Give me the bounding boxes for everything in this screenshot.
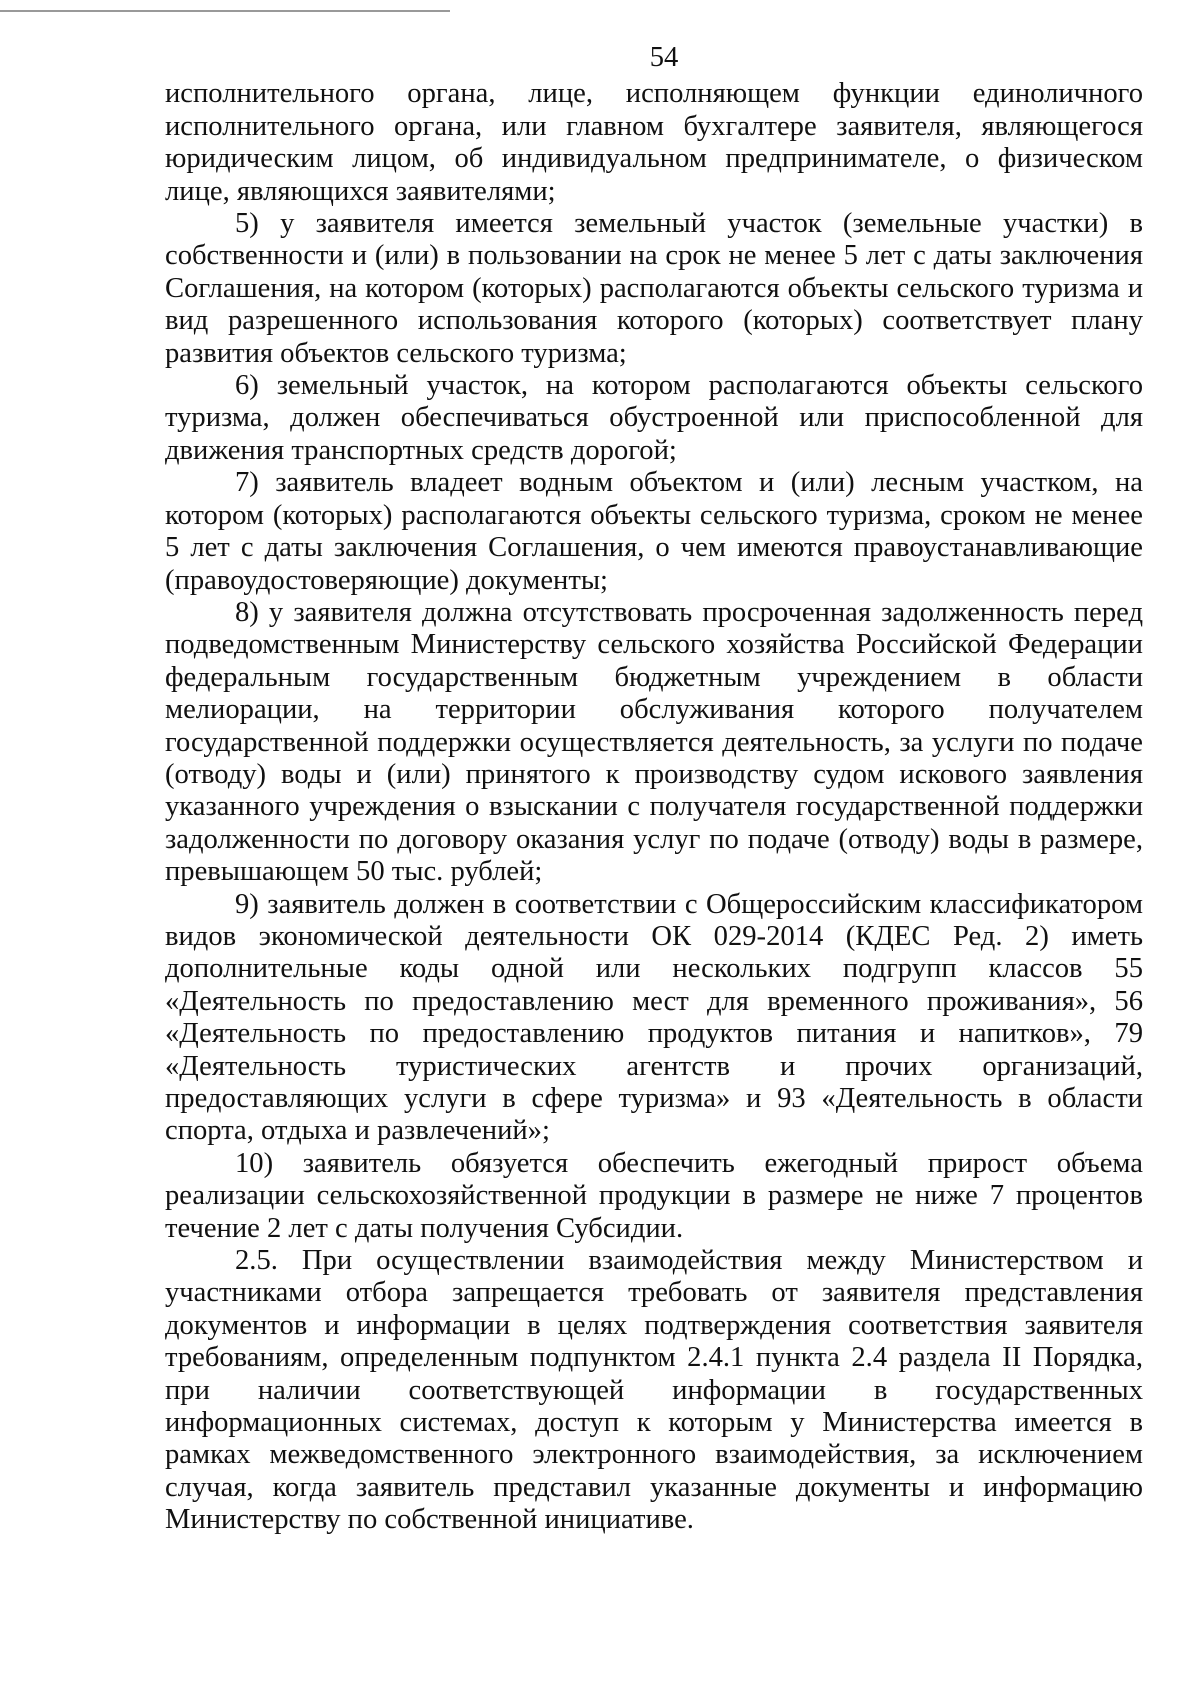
paragraph-section-2-5: 2.5. При осуществлении взаимодействия между Министерством и участниками отбора запрещается требовать от заявителя представления документов и информации в целях подтверждения соответствия заявителя требованиям, определенным подпунктом 2.4.1 пункта 2.4 раздела II Порядка, при наличии соответствующей информации в государственных информационных системах, доступ к которым у Министерства имеется в рамках межведомственного электронного взаимодействия, за исключением случая, когда заявитель представил указанные документы и информацию Министерству по собственной инициативе.: [165, 1245, 1143, 1536]
document-page: [165, 42, 1143, 1537]
page-number: 54: [649, 42, 679, 73]
paragraph-item-6: 6) земельный участок, на котором располагаются объекты сельского туризма, должен обеспечиваться обустроенной или приспособленной для движения транспортных средств дорогой;: [165, 370, 1143, 466]
paragraph-item-8: 8) у заявителя должна отсутствовать просроченная задолженность перед подведомственным Министерству сельского хозяйства Российской Федерации федеральным государственным бюджетным учреждением в области мелиорации, на территории обслуживания которого получателем государственной поддержки осуществляется деятельность, за услуги по подаче (отводу) воды и (или) принятого к производству судом искового заявления указанного учреждения о взыскании с получателя государственной поддержки задолженности по договору оказания услуг по подаче (отводу) воды в размере, превышающем 50 тыс. рублей;: [165, 596, 1143, 888]
paragraph-item-5: 5) у заявителя имеется земельный участок (земельные участки) в собственности и (или) в пользовании на срок не менее 5 лет с даты заключения Соглашения, на котором (которых) располагаются объекты сельского туризма и вид разрешенного использования которого (которых) соответствует плану развития объектов сельского туризма;: [165, 208, 1143, 369]
scan-edge-line: [0, 10, 450, 12]
paragraph-item-9: 9) заявитель должен в соответствии с Общероссийским классификатором видов экономической деятельности ОК 029-2014 (КДЕС Ред. 2) иметь дополнительные коды одной или нескольких подгрупп классов 55 «Деятельность по предоставлению мест для временного проживания», 56 «Деятельность по предоставлению продуктов питания и напитков», 79 «Деятельность туристических агентств и прочих организаций, предоставляющих услуги в сфере туризма» и 93 «Деятельность в области спорта, отдыха и развлечений»;: [165, 888, 1143, 1147]
paragraph-continuation: исполнительного органа, лице, исполняющем функции единоличного исполнительного органа, или главном бухгалтере заявителя, являющегося юридическим лицом, об индивидуальном предпринимателе, о физическом лице, являющихся заявителями;: [165, 78, 1143, 207]
paragraph-item-7: 7) заявитель владеет водным объектом и (или) лесным участком, на котором (которых) располагаются объекты сельского туризма, сроком не менее 5 лет с даты заключения Соглашения, о чем имеются правоустанавливающие (правоудостоверяющие) документы;: [165, 467, 1143, 596]
paragraph-item-10: 10) заявитель обязуется обеспечить ежегодный прирост объема реализации сельскохозяйственной продукции в размере не ниже 7 процентов течение 2 лет с даты получения Субсидии.: [165, 1147, 1143, 1244]
